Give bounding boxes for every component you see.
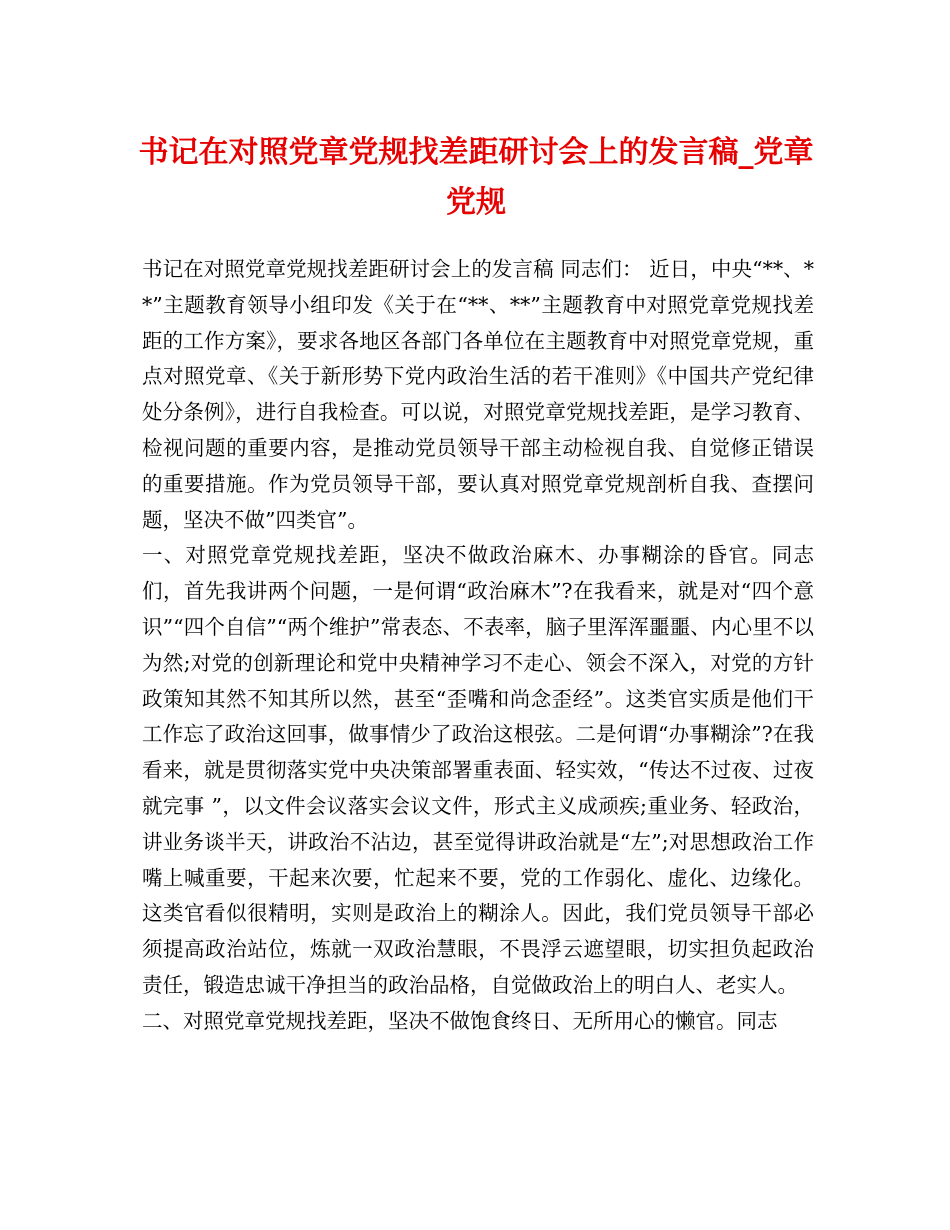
document-body	[142, 252, 814, 1040]
paragraph-intro: 书记在对照党章党规找差距研讨会上的发言稿 同志们： 近日，中央“**、**”主题教育领导小组印发《关于在“**、**”主题教育中对照党章党规找差距的工作方案》，要求各地区各部门各单位在主题教育中对照党章党规，重点对照党章、《关于新形势下党内政治生活的若干准则》《中国共产党纪律处分条例》，进行自我检查。可以说，对照党章党规找差距，是学习教育、检视问题的重要内容，是推动党员领导干部主动检视自我、自觉修正错误的重要措施。作为党员领导干部，要认真对照党章党规剖析自我、查摆问题，坚决不做”四类官”。	[142, 257, 814, 532]
paragraph-section-one: 一、对照党章党规找差距，坚决不做政治麻木、办事糊涂的昏官。同志们，首先我讲两个问题，一是何谓“政治麻木”?在我看来，就是对“四个意识”“四个自信”“两个维护”常表态、不表率，脑子里浑浑噩噩、内心里不以为然;对党的创新理论和党中央精神学习不走心、领会不深入，对党的方针政策知其然不知其所以然，甚至“歪嘴和尚念歪经”。这类官实质是他们干工作忘了政治这回事，做事情少了政治这根弦。二是何谓“办事糊涂”?在我看来，就是贯彻落实党中央决策部署重表面、轻实效，“传达不过夜、过夜就完事 ”，以文件会议落实会议文件，形式主义成顽疾;重业务、轻政治，讲业务谈半天，讲政治不沾边，甚至觉得讲政治就是“左”;对思想政治工作嘴上喊重要，干起来次要，忙起来不要，党的工作弱化、虚化、边缘化。这类官看似很精明，实则是政治上的糊涂人。因此，我们党员领导干部必须提高政治站位，炼就一双政治慧眼，不畏浮云遮望眼，切实担负起政治责任，锻造忠诚干净担当的政治品格，自觉做政治上的明白人、老实人。	[142, 543, 814, 997]
paragraph-section-two: 二、对照党章党规找差距，坚决不做饱食终日、无所用心的懒官。同志	[142, 1008, 778, 1033]
document-title: 书记在对照党章党规找差距研讨会上的发言稿_党章党规	[138, 135, 814, 220]
